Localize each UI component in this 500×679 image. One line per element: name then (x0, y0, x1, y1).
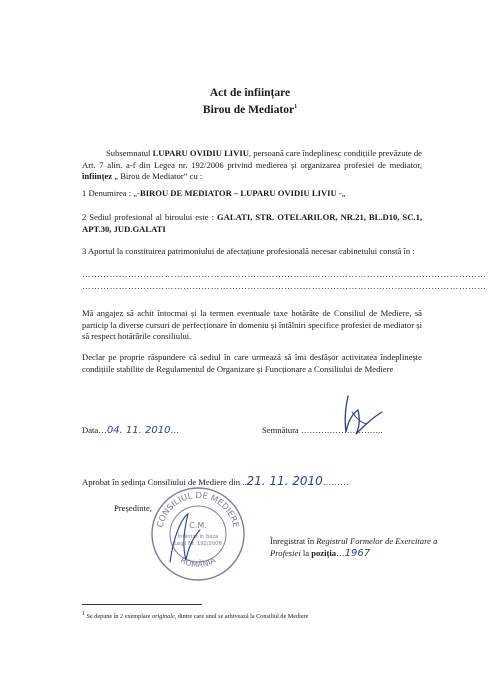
handwritten-position-number: 1967 (344, 547, 371, 559)
applicant-signature (330, 392, 390, 442)
stamp-center-line3: Legii Nr. 192/2006 (174, 541, 222, 547)
approval-line: Aprobat în ședința Consiliului de Mediere din ..21. 11. 2010……… (82, 474, 349, 488)
registry-note: Înregistrat în Registrul Formelor de Exercitare a Profesiei la poziția…1967 (270, 536, 438, 559)
item-sediu: 2 Sediul profesional al biroului este : GALATI, STR. OTELARILOR, NR.21, BL.D10, SC.1, APT.30, JUD.GALATI (82, 212, 423, 234)
document-title-line2: Birou de Mediator$^1$ (202, 103, 298, 116)
handwritten-date: 04. 11. 2010 (106, 425, 171, 436)
intro-paragraph: Subsemnatul LUPARU OVIDIU LIVIU, persoană care îndeplinesc condițiile prevăzute de Art. 7 alin. a-f din Legea nr. 192/2006 privind medierea și organizarea profesiei de mediator, înființez „ Birou de Mediator” cu : (82, 148, 422, 182)
item-aport: 3 Aportul la constituirea patrimoniului de afectațiune profesională necesar cabinetului constă în : (82, 246, 415, 256)
council-stamp (148, 484, 248, 584)
footnote-divider (82, 604, 202, 605)
stamp-bottom-text: ROMÂNIA (178, 555, 218, 570)
office-name: BIROU DE MEDIATOR – LUPARU OVIDIU LIVIU (139, 188, 337, 198)
footnote: $^1$ Se depune în 2 exemplare originale, dintre care unul se arhivează la Consiliul de Mediere (82, 611, 309, 621)
stamp-top-text: CONSILIUL DE MEDIERE (155, 490, 241, 529)
registry-position-label: poziția (311, 547, 337, 558)
pledge-paragraph: Mă angajez să achit întocmai și la termen eventuale taxe hotărâte de Consiliul de Mediere, să particip la diverse cursuri de perfecționare în domeniu și întâlniri specifice profesiei de mediator și să respect hotărârile consiliului. (82, 308, 422, 342)
stamp-center-cm: C.M. (189, 521, 207, 530)
handwritten-approval-date: 21. 11. 2010 (246, 474, 323, 488)
signature-field: Semnătura ……………………….. (262, 425, 383, 435)
stamp-center-line2: Înființat în baza (177, 534, 219, 540)
president-label: Președinte, (114, 503, 152, 513)
applicant-name: LUPARU OVIDIU LIVIU (152, 148, 249, 158)
document-title-line1: Act de înființare (209, 87, 291, 99)
declaration-paragraph: Declar pe proprie răspundere că sediul în care urmează să îmi desfășor activitatea îndeplinește condițiile stabilite de Regulamentul de Organizare și Funcționare a Consiliului de Mediere (82, 352, 422, 374)
registry-name: Registrul Formelor de Exercitare a Profesiei (270, 536, 438, 558)
establish-verb: înființez (82, 171, 113, 182)
date-field: Data…04. 11. 2010… (82, 425, 180, 436)
aport-dotted-line-2: …………………………………………………………………………………………………………………… (82, 281, 487, 291)
office-address: GALATI, STR. OTELARILOR, NR.21, BL.D10, SC.1, APT.30, JUD.GALATI (82, 212, 423, 234)
item-denumire: 1 Denumirea : „-BIROU DE MEDIATOR – LUPARU OVIDIU LIVIU -„ (82, 188, 346, 198)
title-footnote-mark: 1 (294, 104, 298, 110)
aport-dotted-line-1: …………………………………………………………………………………………………………………… (82, 269, 487, 279)
svg-text:ROMÂNIA (179, 555, 218, 569)
